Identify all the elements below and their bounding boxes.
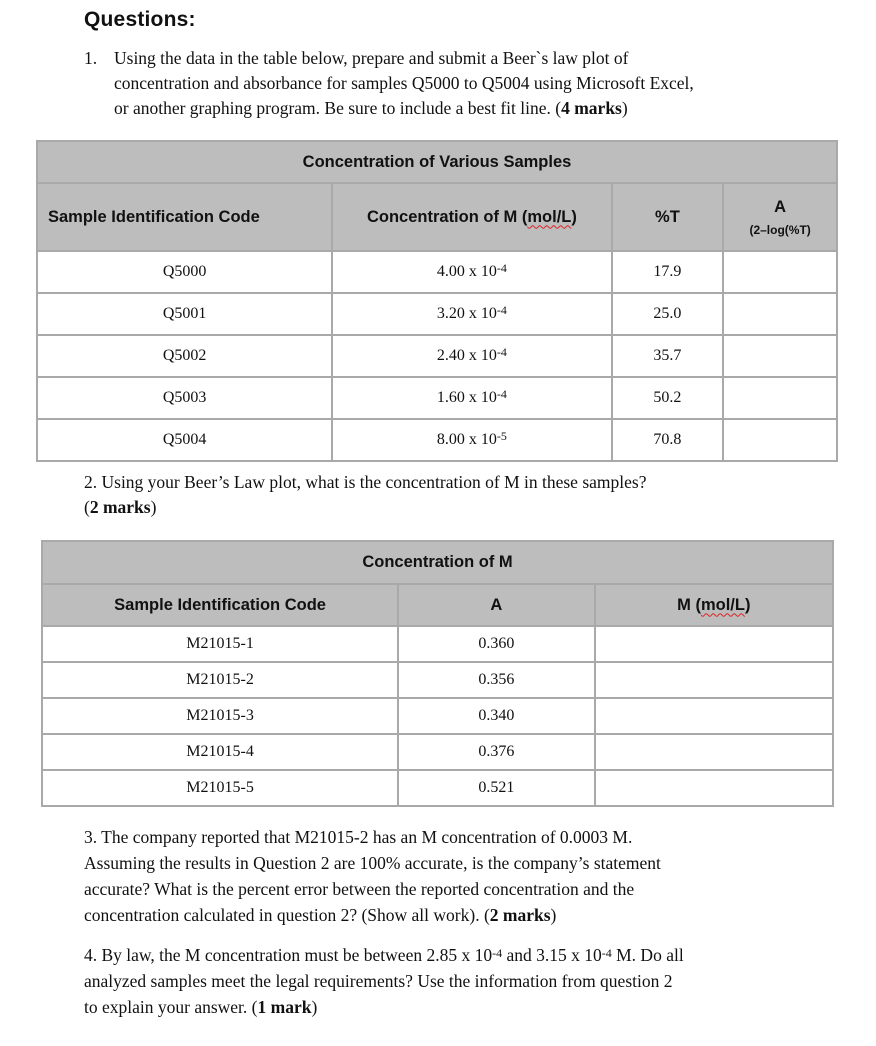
sample-percent-t: 70.8 <box>612 419 724 461</box>
table-row <box>37 377 837 419</box>
table-row <box>37 251 837 293</box>
header-percent-t: %T <box>612 183 724 251</box>
question-1-line-2: concentration and absorbance for samples Q5000 to Q5004 using Microsoft Excel, <box>114 73 694 93</box>
sample-percent-t: 17.9 <box>612 251 724 293</box>
question-1 <box>84 46 804 121</box>
question-4-exponent-1: -4 <box>492 946 503 960</box>
concentration-of-m-table <box>41 540 834 807</box>
sample-absorbance-cell[interactable] <box>723 335 837 377</box>
m-concentration-cell[interactable] <box>595 662 833 698</box>
question-4-marks: 1 mark <box>257 997 312 1017</box>
table-row <box>42 770 833 806</box>
question-2-open: ( <box>84 497 90 517</box>
header-m-unit: mol/L <box>700 595 745 614</box>
sample-percent-t: 35.7 <box>612 335 724 377</box>
question-3-line-4 <box>84 902 804 928</box>
header-absorbance-formula: (2–log(%T) <box>749 222 811 237</box>
concentration-exponent: -4 <box>496 345 507 359</box>
question-2-marks: 2 marks <box>89 497 151 517</box>
header-absorbance-label: A <box>774 197 787 216</box>
question-3-close: ) <box>550 905 557 925</box>
question-2-line-2 <box>84 495 804 520</box>
sample-concentration <box>332 293 611 335</box>
question-4-line-3 <box>84 994 804 1020</box>
sample-code: Q5001 <box>37 293 332 335</box>
sample-concentration <box>332 419 611 461</box>
concentration-mantissa: 4.00 x 10 <box>436 263 497 280</box>
table-row <box>37 335 837 377</box>
m-concentration-cell[interactable] <box>595 770 833 806</box>
m-sample-absorbance: 0.356 <box>398 662 594 698</box>
question-3-line-4-text: concentration calculated in question 2? (Show all work). ( <box>84 905 490 925</box>
sample-percent-t: 25.0 <box>612 293 724 335</box>
question-1-line-3-text: or another graphing program. Be sure to include a best fit line. ( <box>114 98 562 118</box>
table-1-title: Concentration of Various Samples <box>37 141 837 183</box>
question-4-part-1: 4. By law, the M concentration must be between 2.85 x 10 <box>84 945 493 965</box>
m-sample-code: M21015-3 <box>42 698 398 734</box>
sample-absorbance-cell[interactable] <box>723 251 837 293</box>
m-concentration-cell[interactable] <box>595 734 833 770</box>
table-row <box>37 293 837 335</box>
question-3-marks: 2 marks <box>489 905 551 925</box>
m-sample-code: M21015-5 <box>42 770 398 806</box>
concentration-exponent: -4 <box>496 387 507 401</box>
header-m-prefix: M ( <box>677 595 701 614</box>
question-3-line-3: accurate? What is the percent error between the reported concentration and the <box>84 879 635 899</box>
question-1-line-3 <box>114 96 804 121</box>
m-sample-absorbance: 0.360 <box>398 626 594 662</box>
question-1-line-1: Using the data in the table below, prepare and submit a Beer`s law plot of <box>114 48 629 68</box>
question-4-close: ) <box>311 997 318 1017</box>
question-3 <box>84 824 804 928</box>
m-sample-code: M21015-2 <box>42 662 398 698</box>
header-m-concentration <box>595 584 833 626</box>
header-concentration <box>332 183 611 251</box>
sample-code: Q5004 <box>37 419 332 461</box>
header-concentration-unit: mol/L <box>527 207 572 226</box>
header-concentration-prefix: Concentration of M ( <box>366 207 528 226</box>
concentration-exponent: -5 <box>496 429 507 443</box>
sample-concentration <box>332 377 611 419</box>
table-2-title: Concentration of M <box>42 541 833 584</box>
question-1-number: 1. <box>84 48 98 68</box>
header-concentration-suffix: ) <box>571 207 577 226</box>
sample-percent-t: 50.2 <box>612 377 724 419</box>
m-sample-code: M21015-1 <box>42 626 398 662</box>
concentration-exponent: -4 <box>496 303 507 317</box>
table-row <box>42 734 833 770</box>
m-concentration-cell[interactable] <box>595 626 833 662</box>
m-sample-absorbance: 0.340 <box>398 698 594 734</box>
concentration-exponent: -4 <box>496 261 507 275</box>
table-row <box>37 419 837 461</box>
sample-absorbance-cell[interactable] <box>723 293 837 335</box>
question-4-part-2: and 3.15 x 10 <box>502 945 602 965</box>
concentration-samples-table <box>36 140 838 462</box>
concentration-mantissa: 2.40 x 10 <box>436 347 497 364</box>
question-4-line-1 <box>84 942 804 968</box>
concentration-mantissa: 1.60 x 10 <box>436 389 497 406</box>
m-concentration-cell[interactable] <box>595 698 833 734</box>
header-sample-code: Sample Identification Code <box>37 183 332 251</box>
sample-absorbance-cell[interactable] <box>723 377 837 419</box>
question-4 <box>84 942 804 1020</box>
question-4-part-3: M. Do all <box>611 945 684 965</box>
m-sample-absorbance: 0.376 <box>398 734 594 770</box>
table-row <box>42 698 833 734</box>
header-m-absorbance: A <box>398 584 594 626</box>
sample-concentration <box>332 335 611 377</box>
table-row <box>42 626 833 662</box>
header-absorbance <box>723 183 837 251</box>
sample-concentration <box>332 251 611 293</box>
m-sample-code: M21015-4 <box>42 734 398 770</box>
question-1-close: ) <box>621 98 628 118</box>
concentration-mantissa: 8.00 x 10 <box>436 431 497 448</box>
question-4-exponent-2: -4 <box>601 946 612 960</box>
question-1-marks: 4 marks <box>561 98 622 118</box>
question-4-line-2: analyzed samples meet the legal requirements? Use the information from question 2 <box>84 971 673 991</box>
m-sample-absorbance: 0.521 <box>398 770 594 806</box>
sample-absorbance-cell[interactable] <box>723 419 837 461</box>
question-3-line-2: Assuming the results in Question 2 are 100% accurate, is the company’s statement <box>84 853 661 873</box>
question-4-line-3-text: to explain your answer. ( <box>84 997 258 1017</box>
sample-code: Q5003 <box>37 377 332 419</box>
question-2-line-1: 2. Using your Beer’s Law plot, what is the concentration of M in these samples? <box>84 472 647 492</box>
question-2-close: ) <box>150 497 157 517</box>
concentration-mantissa: 3.20 x 10 <box>436 305 497 322</box>
question-3-line-1: 3. The company reported that M21015-2 has an M concentration of 0.0003 M. <box>84 827 633 847</box>
question-2 <box>84 470 804 520</box>
header-m-sample-code: Sample Identification Code <box>42 584 398 626</box>
header-m-suffix: ) <box>744 595 751 614</box>
sample-code: Q5000 <box>37 251 332 293</box>
questions-heading: Questions: <box>84 8 196 31</box>
table-row <box>42 662 833 698</box>
sample-code: Q5002 <box>37 335 332 377</box>
